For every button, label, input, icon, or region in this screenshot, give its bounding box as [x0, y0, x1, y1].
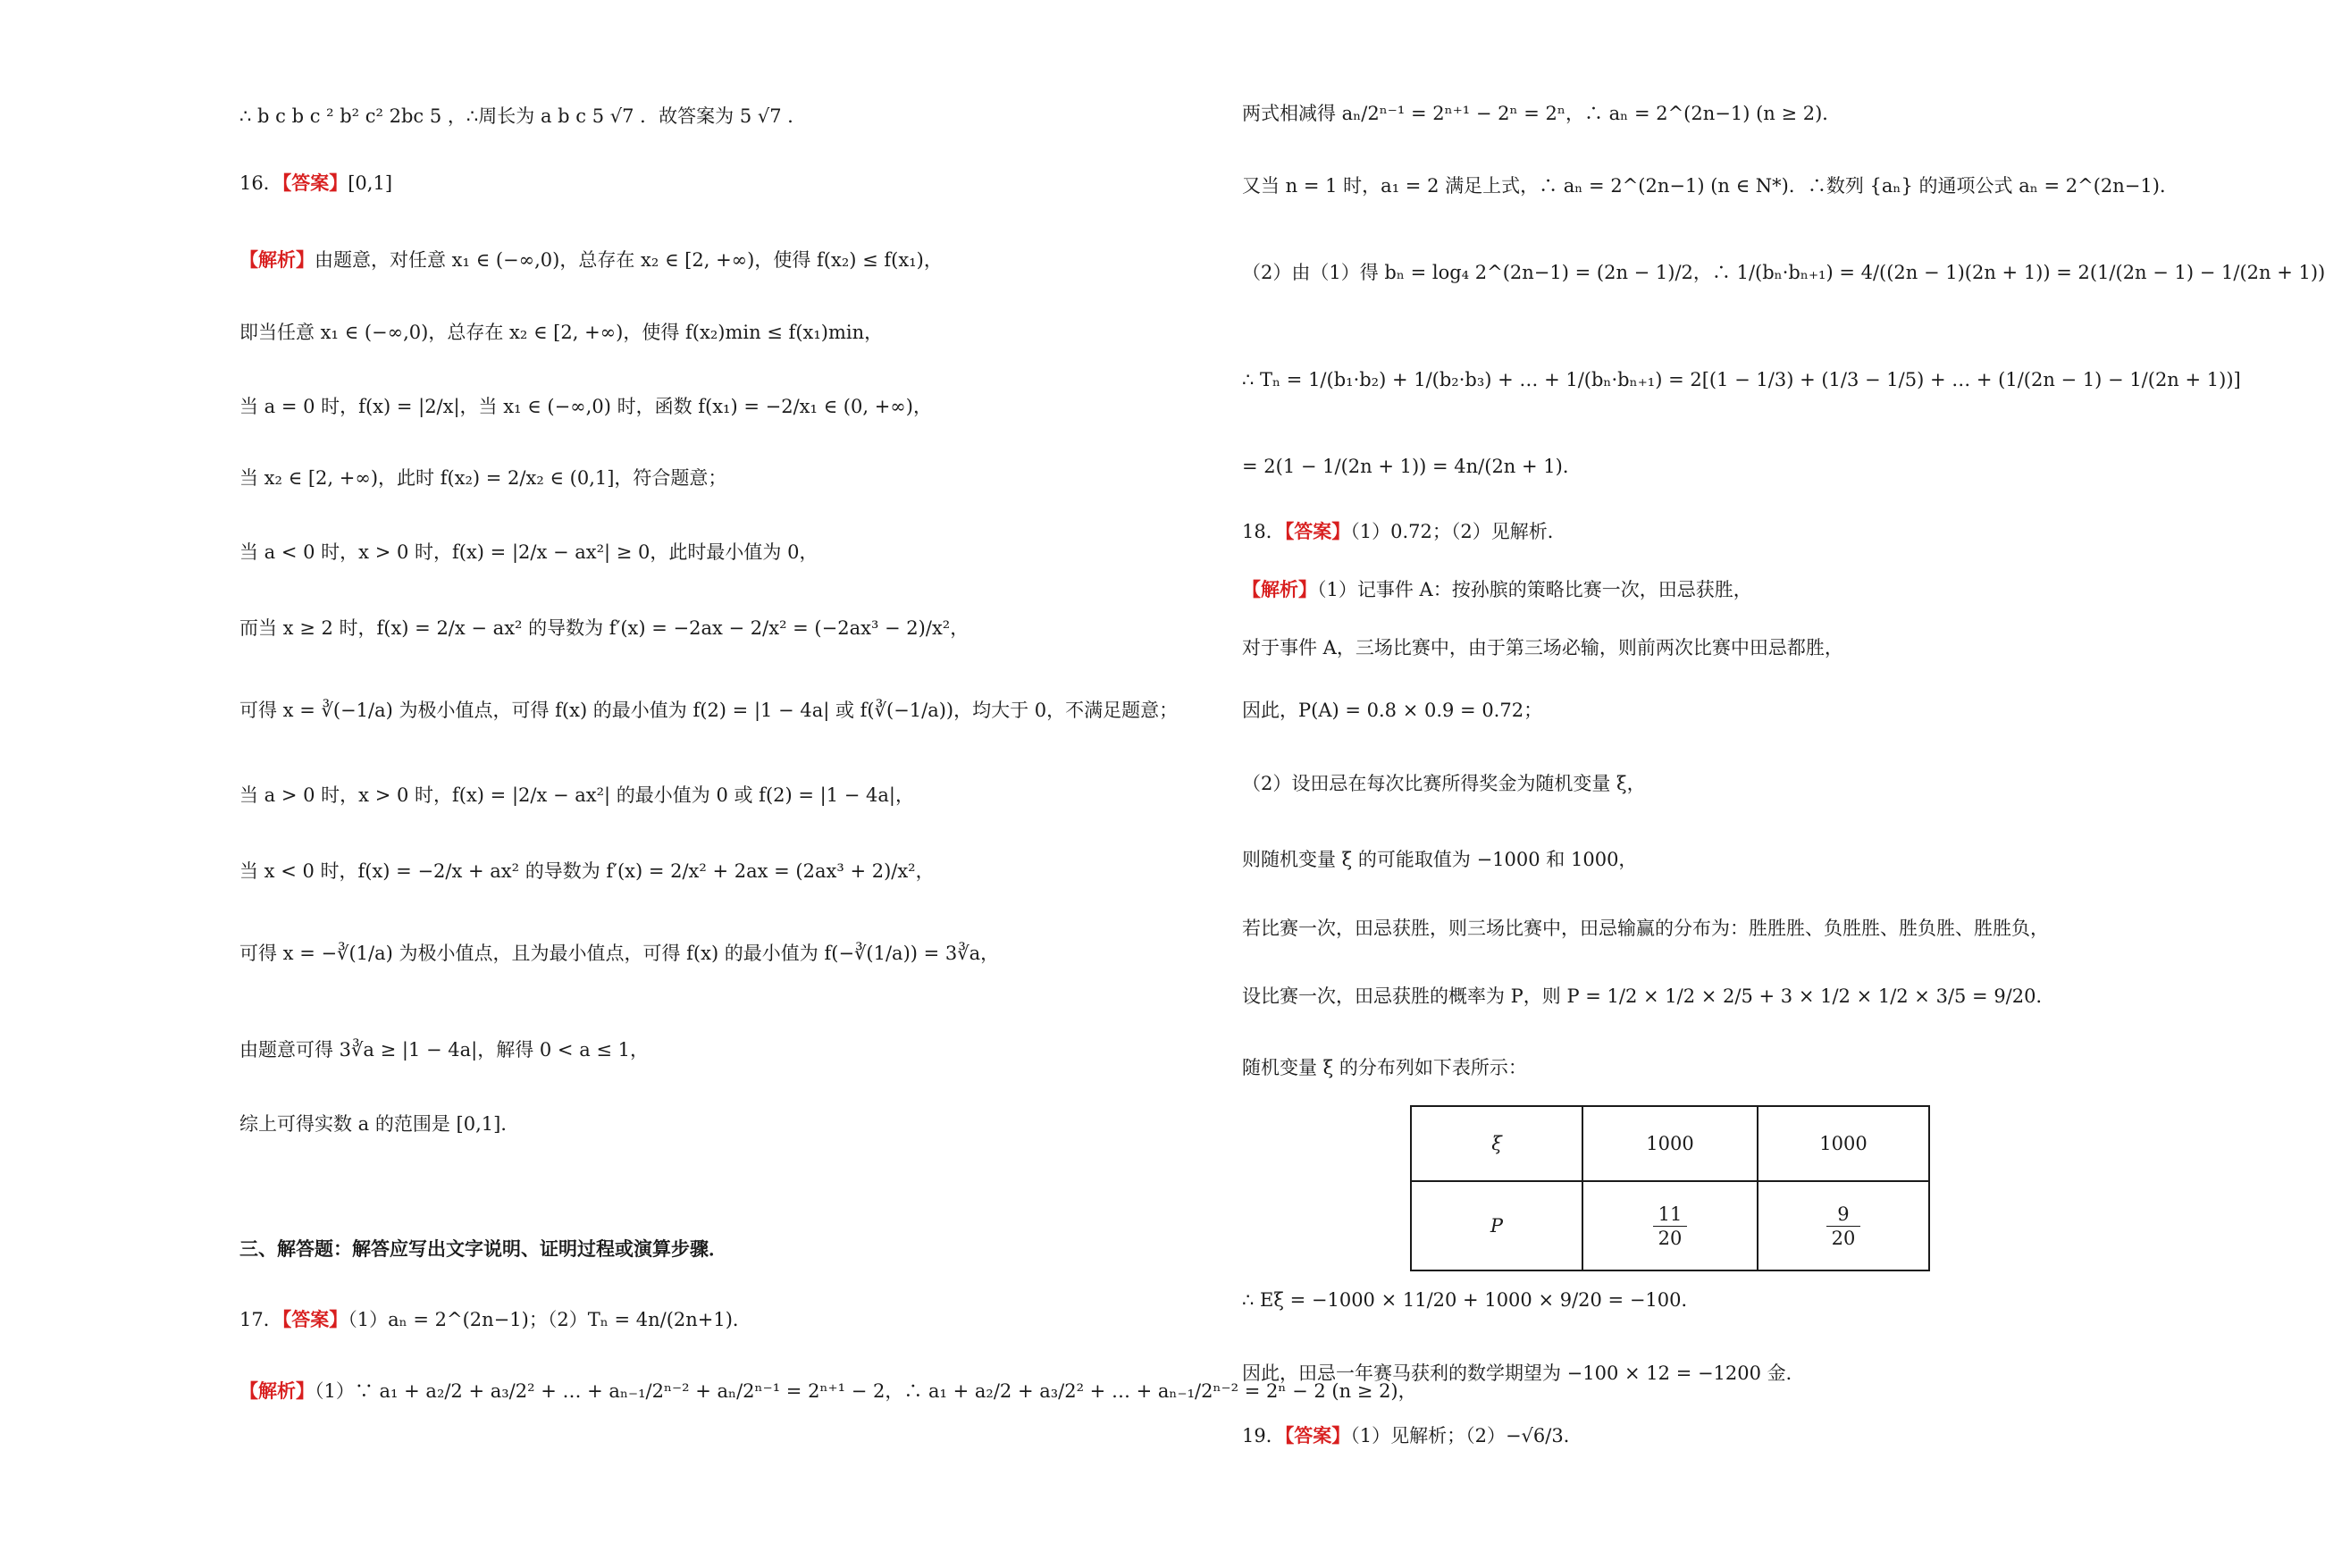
question-17-answer-line — [239, 1306, 751, 1333]
text-line: 综上可得实数 a 的范围是 [0,1]． — [239, 1113, 520, 1135]
answer-value: （1）0.72；（2）见解析． — [1350, 521, 1566, 542]
answer-label: 【答案】 — [281, 172, 348, 194]
question-18-answer-line — [1242, 518, 1566, 545]
fraction-denominator: 20 — [1831, 1227, 1856, 1249]
text-line: = 2(1 − 1/(2n + 1)) = 4n/(2n + 1)． — [1242, 456, 1582, 477]
fraction — [1826, 1203, 1861, 1250]
table-header-cell: 1000 — [1582, 1106, 1758, 1181]
table-header-cell: 1000 — [1758, 1106, 1929, 1181]
text-line: （2）设田忌在每次比赛所得奖金为随机变量 ξ， — [1242, 773, 1646, 794]
text-line: 当 a = 0 时，f(x) = |2/x|，当 x₁ ∈ (−∞,0) 时，函数 f(x₁) = −2/x₁ ∈ (0, +∞)， — [239, 396, 932, 417]
text-line: 当 a > 0 时，x > 0 时，f(x) = |2/x − ax²| 的最小值为 0 或 f(2) = |1 − 4a|， — [239, 784, 914, 806]
section-heading: 三、解答题：解答应写出文字说明、证明过程或演算步骤． — [239, 1237, 727, 1260]
table-header-cell: ξ — [1411, 1106, 1582, 1181]
analysis-text: （1）记事件 A：按孙膑的策略比赛一次，田忌获胜， — [1317, 579, 1752, 600]
text-line: 由题意可得 3∛a ≥ |1 − 4a|，解得 0 < a ≤ 1， — [239, 1039, 650, 1061]
text-line: 因此，田忌一年赛马获利的数学期望为 −100 × 12 = −1200 金． — [1242, 1363, 1805, 1384]
table-cell — [1758, 1181, 1929, 1270]
analysis-line — [239, 1378, 1417, 1404]
analysis-label: 【解析】 — [239, 248, 315, 271]
analysis-line — [239, 247, 943, 273]
question-19-answer-line — [1242, 1422, 1582, 1449]
text-line: 若比赛一次，田忌获胜，则三场比赛中，田忌输赢的分布为：胜胜胜、负胜胜、胜负胜、胜胜负， — [1242, 918, 2049, 939]
answer-value: （1）见解析；（2）−√6/3． — [1350, 1425, 1582, 1446]
text-line: 则随机变量 ξ 的可能取值为 −1000 和 1000， — [1242, 849, 1638, 870]
text-line: 对于事件 A，三场比赛中，由于第三场必输，则前两次比赛中田忌都胜， — [1242, 637, 1843, 658]
text-line: 随机变量 ξ 的分布列如下表所示： — [1242, 1057, 1527, 1078]
text-line: 当 x < 0 时，f(x) = −2/x + ax² 的导数为 f′(x) = 2/x² + 2ax = (2ax³ + 2)/x²， — [239, 860, 935, 882]
answer-label: 【答案】 — [1284, 520, 1351, 542]
analysis-label: 【解析】 — [1242, 578, 1317, 600]
distribution-table — [1410, 1105, 1930, 1271]
analysis-line — [1242, 576, 1752, 603]
table-row — [1411, 1181, 1929, 1270]
text-line: 当 a < 0 时，x > 0 时，f(x) = |2/x − ax²| ≥ 0，此时最小值为 0， — [239, 541, 818, 563]
text-line: 因此，P(A) = 0.8 × 0.9 = 0.72； — [1242, 700, 1543, 721]
text-line: 设比赛一次，田忌获胜的概率为 P，则 P = 1/2 × 1/2 × 2/5 + 3 × 1/2 × 1/2 × 3/5 = 9/20． — [1242, 985, 2055, 1007]
answer-value: [0,1] — [348, 172, 393, 194]
answer-label: 【答案】 — [281, 1308, 348, 1330]
text-line: ∴ Eξ = −1000 × 11/20 + 1000 × 9/20 = −100． — [1242, 1289, 1700, 1311]
analysis-text: （1）∵ a₁ + a₂/2 + a₃/2² + … + aₙ₋₁/2ⁿ⁻² + aₙ/2ⁿ⁻¹ = 2ⁿ⁺¹ − 2，∴ a₁ + a₂/2 + a₃/2² + … + aₙ₋₁/2ⁿ⁻² = 2ⁿ − 2 (n ≥ 2)， — [315, 1380, 1417, 1402]
answer-value: （1）aₙ = 2^(2n−1)；（2）Tₙ = 4n/(2n+1)． — [348, 1309, 751, 1330]
table-row — [1411, 1106, 1929, 1181]
text-line: 两式相减得 aₙ/2ⁿ⁻¹ = 2ⁿ⁺¹ − 2ⁿ = 2ⁿ，∴ aₙ = 2^(2n−1) (n ≥ 2)． — [1242, 103, 1842, 124]
answer-label: 【答案】 — [1284, 1424, 1351, 1446]
text-line: 即当任意 x₁ ∈ (−∞,0)，总存在 x₂ ∈ [2, +∞)，使得 f(x₂)min ≤ f(x₁)min， — [239, 322, 884, 343]
text-line: ∴ Tₙ = 1/(b₁·b₂) + 1/(b₂·b₃) + … + 1/(bₙ·bₙ₊₁) = 2[(1 − 1/3) + (1/3 − 1/5) + … + (1/(2n − 1) − 1/(2n + 1))] — [1242, 369, 2241, 390]
table-cell — [1582, 1181, 1758, 1270]
fraction-denominator: 20 — [1658, 1227, 1683, 1249]
analysis-label: 【解析】 — [239, 1379, 315, 1402]
question-16-answer-line — [239, 170, 392, 197]
fraction — [1653, 1203, 1688, 1250]
text-line: 可得 x = −∛(1/a) 为极小值点，且为最小值点，可得 f(x) 的最小值为 f(−∛(1/a)) = 3∛a， — [239, 943, 1000, 964]
question-number: 16． — [239, 172, 282, 194]
text-line: 可得 x = ∛(−1/a) 为极小值点，可得 f(x) 的最小值为 f(2) = |1 − 4a| 或 f(∛(−1/a))，均大于 0，不满足题意； — [239, 700, 1179, 721]
table-row-label: P — [1411, 1181, 1582, 1270]
question-number: 18． — [1242, 521, 1285, 542]
text-line: ∴ b c b c ² b² c² 2bc 5 ，∴周长为 a b c 5 √7 ．故答案为 5 √7 ． — [239, 105, 807, 127]
question-number: 19． — [1242, 1425, 1285, 1446]
fraction-numerator: 9 — [1826, 1203, 1861, 1227]
text-line: 又当 n = 1 时，a₁ = 2 满足上式，∴ aₙ = 2^(2n−1) (n ∈ N*)．∴数列 {aₙ} 的通项公式 aₙ = 2^(2n−1)． — [1242, 175, 2178, 197]
analysis-text: 由题意，对任意 x₁ ∈ (−∞,0)，总存在 x₂ ∈ [2, +∞)，使得 f(x₂) ≤ f(x₁)， — [315, 249, 943, 271]
text-line: 当 x₂ ∈ [2, +∞)，此时 f(x₂) = 2/x₂ ∈ (0,1]，符合题意； — [239, 467, 727, 489]
text-line: 而当 x ≥ 2 时，f(x) = 2/x − ax² 的导数为 f′(x) = −2ax − 2/x² = (−2ax³ − 2)/x²， — [239, 617, 969, 639]
text-line: （2）由（1）得 bₙ = log₄ 2^(2n−1) = (2n − 1)/2，∴ 1/(bₙ·bₙ₊₁) = 4/((2n − 1)(2n + 1)) = 2(1/(2n − 1) − 1/(2n + 1)) — [1242, 262, 2325, 283]
fraction-numerator: 11 — [1653, 1203, 1688, 1227]
question-number: 17． — [239, 1309, 282, 1330]
